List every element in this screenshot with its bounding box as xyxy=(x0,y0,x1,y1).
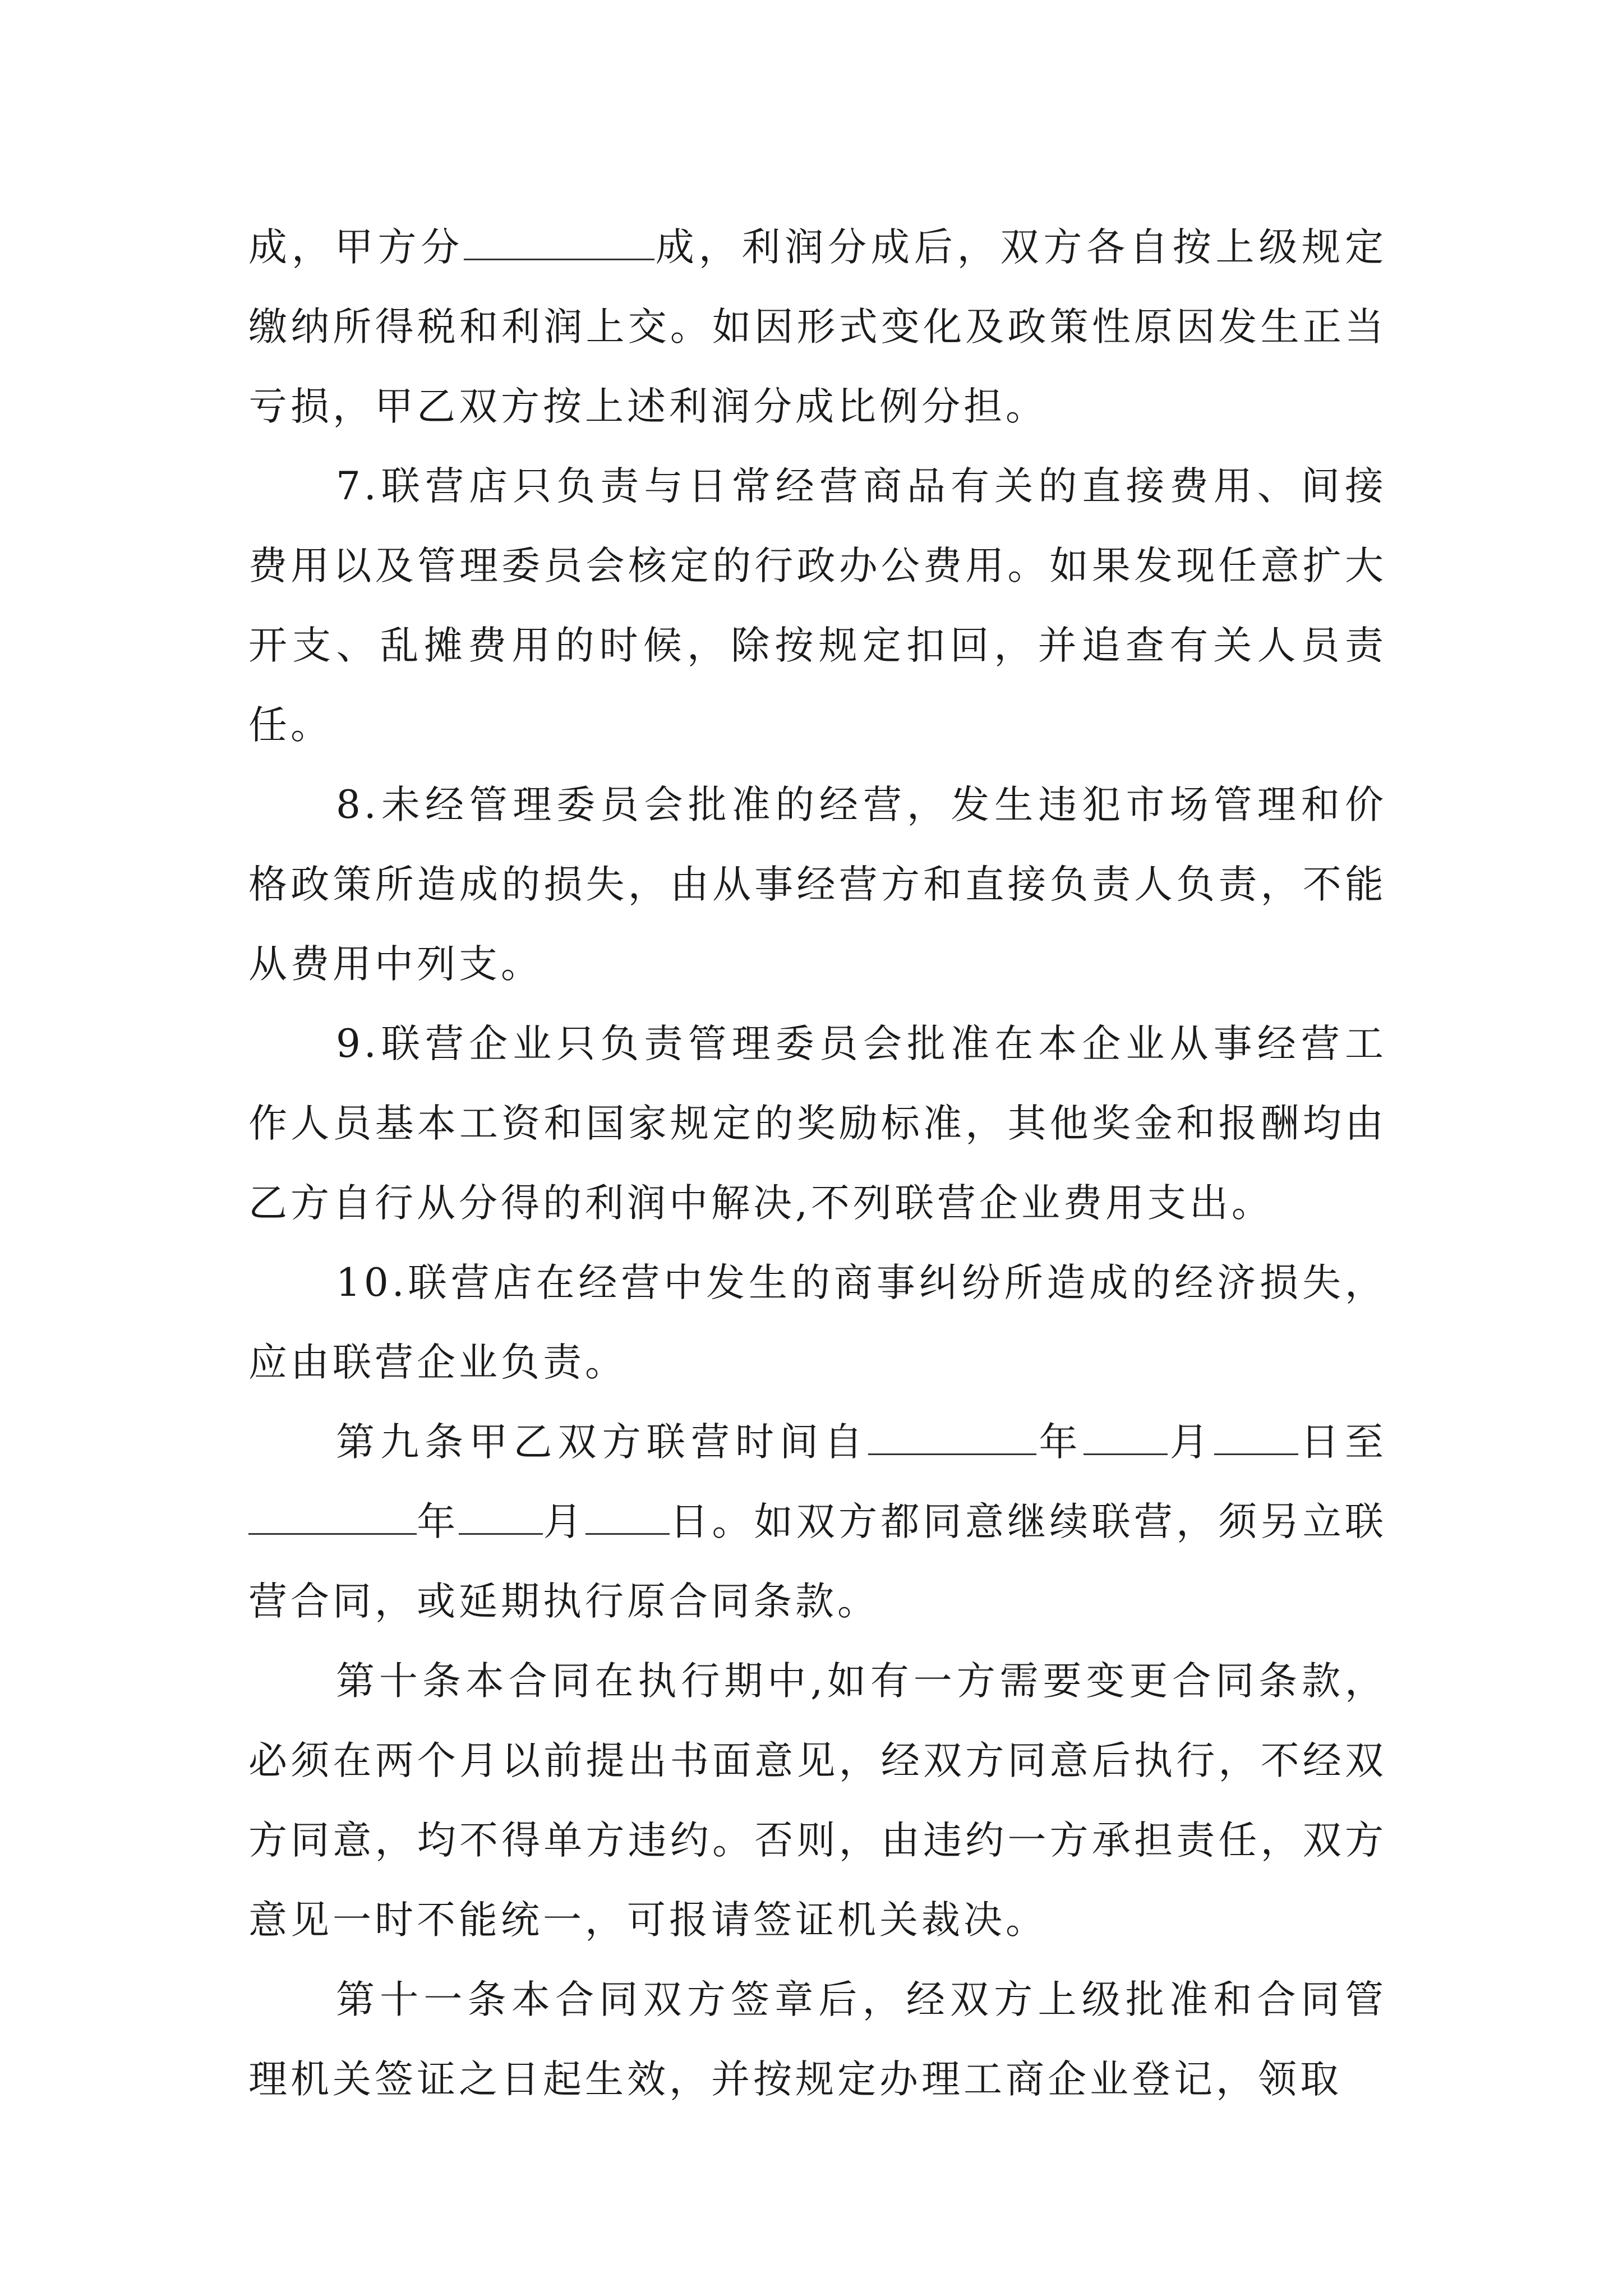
fill-in-blank[interactable] xyxy=(459,1499,543,1535)
fill-in-blank[interactable] xyxy=(1083,1420,1168,1455)
fill-in-blank[interactable] xyxy=(1214,1420,1298,1455)
text-segment: 成，甲方分 xyxy=(248,225,464,270)
article-9 xyxy=(248,1402,1387,1641)
article-10: 第十条本合同在执行期中,如有一方需要变更合同条款，必须在两个月以前提出书面意见，经双方同意后执行，不经双方同意，均不得单方违约。否则，由违约一方承担责任，双方意见一时不能统一，可报请签证机关裁决。 xyxy=(248,1659,1387,1943)
text-segment: 日至 xyxy=(1298,1420,1387,1465)
article-11: 第十一条本合同双方签章后，经双方上级批准和合同管理机关签证之日起生效，并按规定办理工商企业登记，领取 xyxy=(248,1977,1387,2102)
text-segment: 年 xyxy=(1036,1420,1083,1465)
text-segment: 第九条甲乙双方联营时间自 xyxy=(336,1420,869,1465)
fill-in-blank[interactable] xyxy=(868,1420,1036,1455)
clause-8: 8.未经管理委员会批准的经营，发生违犯市场管理和价格政策所造成的损失，由从事经营方和直接负责人负责，不能从费用中列支。 xyxy=(248,783,1387,987)
fill-in-blank[interactable] xyxy=(248,1499,417,1535)
text-segment: 月 xyxy=(1167,1420,1214,1465)
fill-in-blank[interactable] xyxy=(464,225,654,260)
paragraph-profit-share xyxy=(248,208,1387,447)
clause-10: 10.联营店在经营中发生的商事纠纷所造成的经济损失，应由联营企业负责。 xyxy=(248,1260,1387,1385)
clause-7: 7.联营店只负责与日常经营商品有关的直接费用、间接费用以及管理委员会核定的行政办公费用。如果发现任意扩大开支、乱摊费用的时候，除按规定扣回，并追查有关人员责任。 xyxy=(248,464,1387,748)
text-segment: 年 xyxy=(417,1499,459,1544)
document-body xyxy=(248,208,1387,2119)
text-segment: 月 xyxy=(543,1499,585,1544)
clause-9: 9.联营企业只负责管理委员会批准在本企业从事经营工作人员基本工资和国家规定的奖励标准，其他奖金和报酬均由乙方自行从分得的利润中解决,不列联营企业费用支出。 xyxy=(248,1022,1387,1226)
text-segment: 成，利润分成后，双方各自按上级规定缴纳所得税和利润上交。如因形式变化及政策性原因发生正当亏损，甲乙双方按上述利润分成比例分担。 xyxy=(248,225,1387,429)
fill-in-blank[interactable] xyxy=(585,1499,670,1535)
text-segment: 日。如双方都同意继续联营，须另立联营合同，或延期执行原合同条款。 xyxy=(248,1499,1387,1624)
